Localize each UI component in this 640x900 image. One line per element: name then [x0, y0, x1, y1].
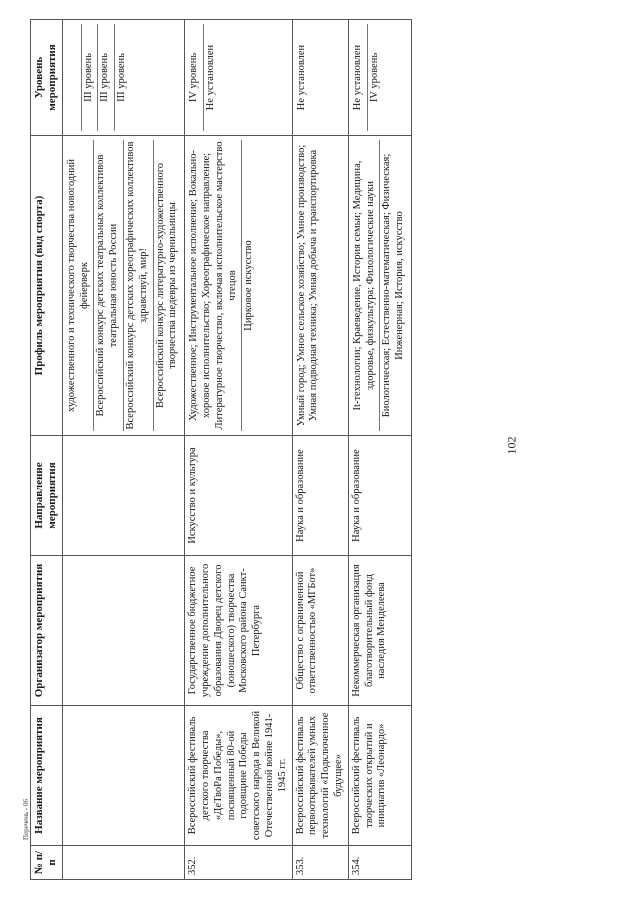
- table-row: [292, 20, 348, 880]
- profile-line: It-технологии; Краеведение, История семьи; Медицина, здоровье, физкультура; Филологические науки: [351, 140, 381, 431]
- profile-line: Художественное; Инструментальное исполнение; Вокально-хоровое исполнительство; Хореографическое направление; Литературное творчество, включая исполнительское мастерство чтецов: [187, 140, 242, 431]
- cell-org: Некоммерческая организация благотворительный фонд наследия Менделеева: [348, 556, 411, 706]
- profile-line: Всероссийский конкурс литературно-художественного творчества шедевры из чернильницы: [154, 162, 179, 409]
- header-name: Название мероприятия: [31, 706, 63, 846]
- level-line: Не установлен: [295, 44, 307, 111]
- profile-line: Цирковое искусство: [243, 240, 255, 331]
- level-line: III уровень: [116, 53, 128, 102]
- cell-name: Всероссийский фестиваль детского творчества «ДеТвоРа Победы», посвященный 80-ой годовщине Победы советского народа в Великой Отечественной войне 1941-1945 гг.: [185, 706, 292, 846]
- cell-dir: Искусство и культура: [185, 436, 292, 556]
- header-dir: Направление мероприятия: [31, 436, 63, 556]
- header-num: № п/п: [31, 846, 63, 880]
- cell-profiles: [62, 136, 184, 436]
- level-line: III уровень: [98, 24, 115, 131]
- header-org: Организатор мероприятия: [31, 556, 63, 706]
- table-row: [348, 20, 411, 880]
- cell-org: Государственное бюджетное учреждение дополнительного образования Дворец детского (юношеского) творчества Московского района Санкт-Петербурга: [185, 556, 292, 706]
- profile-line: художественного и технического творчества новогодний фейерверк: [65, 140, 95, 431]
- page-number: 102: [504, 436, 519, 455]
- cell-org: [62, 556, 184, 706]
- level-line: Не установлен: [351, 24, 368, 131]
- rotated-table-container: [30, 20, 620, 880]
- cell-num: 354.: [348, 846, 411, 880]
- level-line: IV уровень: [187, 24, 204, 131]
- profile-line: Умный город; Умное сельское хозяйство; Умное производство; Умная подводная техника; Умная добыча и транспортировка: [295, 144, 320, 427]
- cell-name: [62, 706, 184, 846]
- cell-name: Всероссийский фестиваль первооткрывателей умных технологий «Подключенное будущее»: [292, 706, 348, 846]
- cell-num: 353.: [292, 846, 348, 880]
- footer-note: Перечень - 06: [22, 799, 30, 840]
- level-line: [65, 24, 82, 131]
- profile-line: Всероссийский конкурс детских хореографических коллективов здравствуй, мир!: [124, 140, 154, 431]
- cell-dir: Наука и образование: [348, 436, 411, 556]
- table-header-row: [31, 20, 63, 880]
- header-prof: Профиль мероприятия (вид спорта): [31, 136, 63, 436]
- cell-name: Всероссийский фестиваль творческих открытий и инициатив «Леонардо»: [348, 706, 411, 846]
- level-line: III уровень: [82, 24, 99, 131]
- cell-dir: [62, 436, 184, 556]
- cell-levels: [185, 20, 292, 136]
- cell-dir: Наука и образование: [292, 436, 348, 556]
- cell-levels: [292, 20, 348, 136]
- cell-num: [62, 846, 184, 880]
- header-lvl: Уровень мероприятия: [31, 20, 63, 136]
- profile-line: Всероссийский конкурс детских театральных коллективов театральная юность России: [94, 140, 124, 431]
- cell-org: Общество с ограниченной ответственностью «МГБот»: [292, 556, 348, 706]
- table-row: [185, 20, 292, 880]
- cell-levels: [348, 20, 411, 136]
- cell-levels: [62, 20, 184, 136]
- level-line: Не установлен: [204, 44, 216, 111]
- cell-profiles: [348, 136, 411, 436]
- table-row-continuation: [62, 20, 184, 880]
- level-line: IV уровень: [368, 52, 380, 103]
- cell-profiles: [185, 136, 292, 436]
- cell-profiles: [292, 136, 348, 436]
- cell-num: 352.: [185, 846, 292, 880]
- profile-line: Биологическая; Естественно-математическая; Физическая; Инженерная; История, искусство: [381, 153, 406, 418]
- events-table: [30, 19, 412, 880]
